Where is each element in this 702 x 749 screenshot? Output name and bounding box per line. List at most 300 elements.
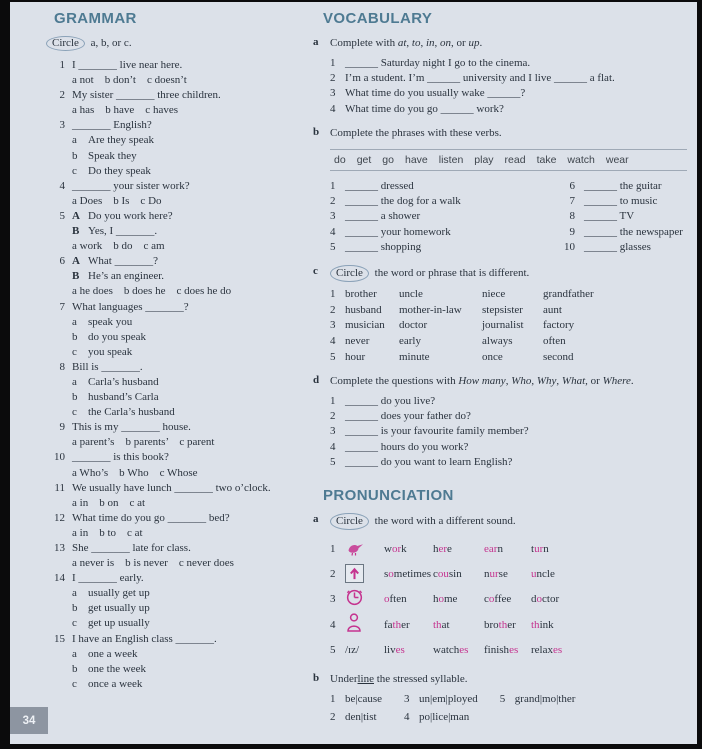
item-number: 7 xyxy=(569,195,575,208)
instruction-segment: , xyxy=(420,37,426,49)
options-inline: a work b do c am xyxy=(72,240,165,253)
word-highlight: o xyxy=(438,593,444,606)
grammar-line xyxy=(44,269,312,284)
question-text: What time do you go _______ bed? xyxy=(72,511,230,524)
question-number xyxy=(44,103,72,118)
word-part: n xyxy=(497,543,503,556)
word-highlight: ou xyxy=(437,568,449,581)
vocab-d-items xyxy=(330,394,687,471)
word-cell: never xyxy=(345,334,370,347)
question-number: 12 xyxy=(54,511,65,524)
grammar-line xyxy=(44,450,312,465)
question-number xyxy=(44,526,72,541)
verb-option: take xyxy=(536,153,557,166)
grammar-line xyxy=(44,239,312,254)
question-number xyxy=(44,390,72,405)
question-text: Do they speak xyxy=(88,164,151,177)
grammar-line xyxy=(44,164,312,179)
word-part: fa xyxy=(384,618,393,631)
verb-option: get xyxy=(356,153,372,166)
syllable-item xyxy=(404,693,478,711)
grammar-instruction-text: a, b, or c. xyxy=(87,37,132,49)
word-cell: niece xyxy=(482,288,506,301)
vocab-item xyxy=(330,86,687,101)
grammar-line xyxy=(44,632,312,647)
question-number xyxy=(44,133,72,148)
phonetic-label: /ɪz/ xyxy=(345,644,360,657)
question-text: speak you xyxy=(88,315,133,328)
question-text: Do you work here? xyxy=(88,209,173,222)
word-part: ften xyxy=(389,593,407,606)
sound-word xyxy=(384,592,433,607)
word-cell: mother-in-law xyxy=(399,303,462,316)
phrase-row xyxy=(330,209,687,224)
instruction-italic-segment: Why xyxy=(536,375,557,388)
question-number: 10 xyxy=(54,451,65,464)
item-number: 3 xyxy=(330,593,336,606)
item-number: 5 xyxy=(330,350,336,363)
options-inline: a not b don’t c doesn’t xyxy=(72,74,187,87)
sound-row xyxy=(330,537,687,562)
instruction-segment: , xyxy=(434,37,441,49)
options-inline: a Does b Is c Do xyxy=(72,194,162,207)
question-number xyxy=(44,616,72,631)
grammar-line xyxy=(44,662,312,677)
vocab-item xyxy=(330,455,687,470)
word-highlight: o xyxy=(536,593,542,606)
word-cell: stepsister xyxy=(482,303,523,316)
item-text: ______ the dog for a walk xyxy=(345,195,461,208)
speaker-label: B xyxy=(72,270,80,283)
word-cell: hour xyxy=(345,350,366,363)
item-number: 3 xyxy=(330,425,336,438)
question-number xyxy=(44,345,72,360)
verb-option: play xyxy=(474,153,494,166)
instruction-text: the stressed syllable. xyxy=(374,673,468,686)
word-part: w xyxy=(384,543,392,556)
grammar-line xyxy=(44,466,312,481)
pron-b-instruction xyxy=(330,672,687,687)
question-text: Bill is _______. xyxy=(72,360,143,373)
section-label: c xyxy=(313,264,318,277)
word-cell: early xyxy=(399,334,421,347)
word-highlight: es xyxy=(459,644,469,657)
grammar-line xyxy=(44,586,312,601)
word-part: c xyxy=(484,593,489,606)
question-number: 11 xyxy=(54,481,65,494)
question-number: 4 xyxy=(59,179,65,192)
instruction-text: the word or phrase that is different. xyxy=(371,266,530,279)
option-letter: c xyxy=(72,345,77,358)
options-inline: a parent’s b parents’ c parent xyxy=(72,436,215,449)
syllable-word: grand|mo|ther xyxy=(514,692,576,705)
word-part: metimes xyxy=(393,568,432,581)
option-letter: a xyxy=(72,587,77,600)
item-number: 5 xyxy=(499,692,506,705)
word-part: n xyxy=(484,568,490,581)
grammar-line xyxy=(44,103,312,118)
item-number: 1 xyxy=(330,179,336,192)
verb-option: read xyxy=(504,153,526,166)
question-text: I _______ early. xyxy=(72,572,144,585)
speaker-label: A xyxy=(72,255,80,268)
vocab-a-items xyxy=(330,56,687,118)
section-label: b xyxy=(313,672,320,685)
word-cell: journalist xyxy=(482,319,524,332)
pron-section-a xyxy=(313,513,687,664)
sound-picture-cell xyxy=(345,588,384,612)
item-number: 9 xyxy=(569,225,575,238)
item-number: 4 xyxy=(330,102,336,115)
circle-oval: Circle xyxy=(330,265,369,283)
vocab-item xyxy=(330,394,687,409)
vocab-section-c xyxy=(313,265,687,365)
word-part: e xyxy=(447,543,452,556)
word-cell: grandfather xyxy=(543,288,594,301)
question-number: 8 xyxy=(59,360,65,373)
word-cell: often xyxy=(543,334,566,347)
option-letter: b xyxy=(72,602,78,615)
question-number xyxy=(44,647,72,662)
instruction-segment: Complete with xyxy=(330,37,398,49)
item-number: 2 xyxy=(330,303,336,316)
grammar-line xyxy=(44,511,312,526)
item-text: ______ is your favourite family member? xyxy=(345,425,529,438)
grammar-line xyxy=(44,88,312,103)
item-number: 1 xyxy=(330,394,336,407)
up-arrow-icon xyxy=(345,564,364,583)
sound-word xyxy=(433,618,484,633)
grammar-line xyxy=(44,300,312,315)
word-part: ncle xyxy=(536,568,555,581)
instruction-underlined-text: line xyxy=(357,673,374,686)
syllable-word: po|lice|man xyxy=(419,710,470,723)
circle-oval: Circle xyxy=(46,36,85,51)
question-text: Are they speak xyxy=(88,134,154,147)
word-part: relax xyxy=(531,644,553,657)
question-text: He’s an engineer. xyxy=(88,270,165,283)
word-highlight: o xyxy=(488,593,495,606)
vocabulary-title: VOCABULARY xyxy=(323,10,433,27)
question-number xyxy=(44,284,72,299)
option-letter: b xyxy=(72,662,78,675)
question-number xyxy=(44,149,72,164)
word-highlight: ur xyxy=(489,568,499,581)
instruction-segment: Complete the questions with xyxy=(330,375,459,388)
instruction-italic-segment: in xyxy=(425,37,435,49)
sound-row xyxy=(330,612,687,638)
word-row xyxy=(330,303,687,319)
question-number xyxy=(44,435,72,450)
odd-one-out-rows xyxy=(330,287,687,365)
grammar-instruction xyxy=(46,36,312,51)
options-inline: a Who’s b Who c Whose xyxy=(72,466,198,479)
sound-word xyxy=(384,643,433,658)
pron-section-b xyxy=(313,672,687,729)
question-text: get usually up xyxy=(88,602,150,615)
vocab-b-rows xyxy=(330,179,687,256)
grammar-line xyxy=(44,526,312,541)
grammar-line xyxy=(44,601,312,616)
grammar-line xyxy=(44,254,312,269)
option-letter: c xyxy=(72,406,77,419)
item-number: 3 xyxy=(330,87,336,100)
word-highlight: es xyxy=(552,644,563,657)
word-highlight: es xyxy=(509,644,519,657)
item-number: 3 xyxy=(330,319,336,332)
item-text: ______ shopping xyxy=(345,241,422,254)
grammar-line xyxy=(44,420,312,435)
question-text: the Carla’s husband xyxy=(88,406,175,419)
word-row xyxy=(330,350,687,366)
question-number xyxy=(44,556,72,571)
grammar-line xyxy=(44,647,312,662)
pron-a-instruction xyxy=(330,513,687,531)
word-part: er xyxy=(507,618,516,631)
item-text: ______ dressed xyxy=(345,179,414,192)
question-text: get up usually xyxy=(88,617,150,630)
sound-word xyxy=(484,618,531,633)
question-number: 7 xyxy=(59,300,65,313)
word-highlight: th xyxy=(498,618,508,631)
grammar-line xyxy=(44,345,312,360)
word-cell: doctor xyxy=(399,319,428,332)
word-part: at xyxy=(441,618,450,631)
options-inline: a he does b does he c does he do xyxy=(72,285,232,298)
word-part: me xyxy=(444,593,458,606)
vocab-item xyxy=(330,424,687,439)
grammar-line xyxy=(44,149,312,164)
question-text: What _______? xyxy=(88,255,158,268)
question-text: _______ is this book? xyxy=(72,451,169,464)
word-part: h xyxy=(433,593,439,606)
option-letter: c xyxy=(72,164,77,177)
grammar-title: GRAMMAR xyxy=(54,10,137,27)
item-text: What time do you go ______ work? xyxy=(345,102,504,115)
grammar-line xyxy=(44,405,312,420)
question-number: 3 xyxy=(59,119,65,132)
pronunciation-title: PRONUNCIATION xyxy=(323,486,454,504)
vocab-c-instruction xyxy=(330,265,687,283)
vocab-item xyxy=(330,409,687,424)
question-number: 2 xyxy=(59,89,65,102)
item-number: 5 xyxy=(330,241,336,254)
question-number xyxy=(44,224,72,239)
word-part: ctor xyxy=(542,593,560,606)
grammar-line xyxy=(44,133,312,148)
question-number: 13 xyxy=(54,542,65,554)
instruction-italic-segment: How many xyxy=(458,375,506,388)
word-highlight: or xyxy=(391,543,402,556)
verb-option: watch xyxy=(567,153,595,166)
word-part: t xyxy=(531,543,535,556)
question-text: I _______ live near here. xyxy=(72,59,183,71)
word-highlight: ear xyxy=(484,543,498,556)
question-number xyxy=(44,239,72,254)
sound-word xyxy=(531,542,687,557)
sound-word xyxy=(433,643,484,658)
instruction-italic-segment: on xyxy=(440,37,452,49)
item-number: 2 xyxy=(330,568,336,581)
phrase-row xyxy=(330,240,687,255)
grammar-line xyxy=(44,677,312,692)
grammar-line xyxy=(44,375,312,390)
verb-option: have xyxy=(404,153,428,166)
sound-word xyxy=(384,567,433,582)
word-cell: aunt xyxy=(543,303,562,316)
question-number xyxy=(44,315,72,330)
question-number: 5 xyxy=(59,209,65,222)
sound-row xyxy=(330,587,687,612)
grammar-line xyxy=(44,360,312,375)
word-part: liv xyxy=(384,644,396,657)
question-text: one a week xyxy=(88,647,138,660)
question-text: This is my _______ house. xyxy=(72,421,191,434)
word-highlight: u xyxy=(531,568,537,581)
grammar-line xyxy=(44,541,312,556)
option-letter: a xyxy=(72,375,77,388)
sound-word xyxy=(531,567,687,582)
question-text: I have an English class _______. xyxy=(72,632,217,645)
item-number: 1 xyxy=(330,692,336,705)
book-page xyxy=(10,2,697,744)
sound-word xyxy=(484,592,531,607)
item-number: 1 xyxy=(330,56,336,69)
vocab-section-b xyxy=(313,126,687,256)
grammar-line xyxy=(44,224,312,239)
item-number: 5 xyxy=(330,456,336,469)
instruction-italic-segment: at xyxy=(397,37,407,49)
item-number: 2 xyxy=(330,710,336,723)
question-number xyxy=(44,662,72,677)
instruction-segment: , xyxy=(531,375,537,388)
grammar-line xyxy=(44,571,312,586)
grammar-line xyxy=(44,209,312,224)
word-highlight: th xyxy=(531,618,540,631)
instruction-text: Under xyxy=(330,673,358,686)
vocab-section-a xyxy=(313,36,687,117)
question-text: Speak they xyxy=(88,149,137,162)
option-letter: c xyxy=(72,617,77,630)
word-row xyxy=(330,318,687,334)
vocab-item xyxy=(330,71,687,86)
grammar-line xyxy=(44,556,312,571)
item-number: 1 xyxy=(330,543,336,556)
option-letter: a xyxy=(72,315,77,328)
question-number xyxy=(44,269,72,284)
sound-picture-cell xyxy=(345,564,384,585)
grammar-line xyxy=(44,330,312,345)
verb-option: do xyxy=(334,153,346,166)
vocab-item xyxy=(330,440,687,455)
instruction-italic-segment: up xyxy=(468,37,480,49)
question-number: 15 xyxy=(54,632,65,645)
question-text: usually get up xyxy=(88,587,150,600)
verb-option: listen xyxy=(438,153,464,166)
section-label: a xyxy=(313,512,319,525)
options-inline: a in b to c at xyxy=(72,526,143,539)
word-part: er xyxy=(401,618,410,631)
syllable-item xyxy=(330,711,382,729)
item-number: 4 xyxy=(330,440,336,453)
question-text: you speak xyxy=(88,345,133,358)
item-number: 2 xyxy=(330,195,336,208)
item-number: 6 xyxy=(569,179,575,192)
grammar-line xyxy=(44,390,312,405)
grammar-line xyxy=(44,435,312,450)
grammar-questions xyxy=(44,58,312,692)
question-text: She _______ late for class. xyxy=(72,542,191,554)
syllable-word: be|cause xyxy=(345,692,383,705)
word-part: d xyxy=(531,593,537,606)
instruction-segment: , xyxy=(556,375,562,388)
instruction-segment: . xyxy=(630,375,634,388)
sound-word xyxy=(433,592,484,607)
word-cell: once xyxy=(482,350,503,363)
vocabulary-column xyxy=(313,10,687,729)
word-cell: musician xyxy=(345,319,385,332)
word-cell: brother xyxy=(345,288,377,301)
options-inline: a never is b is never c never does xyxy=(72,557,234,570)
instruction-segment: . xyxy=(479,37,483,49)
vocab-item xyxy=(330,102,687,117)
question-number xyxy=(44,496,72,511)
question-number xyxy=(44,405,72,420)
verb-word-bank xyxy=(330,149,687,171)
sound-word xyxy=(384,618,433,633)
item-text: ______ Saturday night I go to the cinema. xyxy=(345,56,531,69)
word-part: se xyxy=(498,568,508,581)
sound-word xyxy=(484,542,531,557)
word-part: finish xyxy=(484,644,510,657)
word-highlight: o xyxy=(388,568,394,581)
instruction-segment: , xyxy=(505,375,512,388)
phrase-row xyxy=(330,179,687,194)
sound-word xyxy=(433,542,484,557)
word-highlight: th xyxy=(433,618,442,631)
instruction-segment: , or xyxy=(451,37,469,49)
item-text: ______ to music xyxy=(584,195,658,208)
word-part: sin xyxy=(448,568,462,581)
item-number: 8 xyxy=(569,210,575,223)
question-text: Yes, I _______. xyxy=(88,225,158,238)
sound-word xyxy=(433,567,484,582)
grammar-line xyxy=(44,194,312,209)
question-number: 14 xyxy=(54,572,65,585)
sound-rows xyxy=(330,537,687,663)
syllable-item xyxy=(500,693,576,711)
sound-picture-cell xyxy=(345,643,384,658)
instruction-segment: , xyxy=(406,37,412,49)
item-text: ______ do you want to learn English? xyxy=(345,456,513,469)
word-part: h xyxy=(433,543,439,556)
syllable-word: un|em|ployed xyxy=(419,692,478,705)
verb-option: wear xyxy=(605,153,629,166)
syllable-word: den|tist xyxy=(345,710,377,723)
question-number: 1 xyxy=(59,59,65,71)
grammar-line xyxy=(44,58,312,73)
item-text: I’m a student. I’m ______ university and I live ______ a flat. xyxy=(345,71,615,84)
question-text: My sister _______ three children. xyxy=(72,89,221,102)
item-text: ______ a shower xyxy=(345,210,421,223)
speaker-label: B xyxy=(72,225,80,238)
question-text: husband’s Carla xyxy=(88,391,159,404)
option-letter: c xyxy=(72,677,77,690)
word-part: c xyxy=(433,568,438,581)
question-number xyxy=(44,601,72,616)
word-part: ink xyxy=(539,618,554,631)
question-text: Carla’s husband xyxy=(88,375,159,388)
